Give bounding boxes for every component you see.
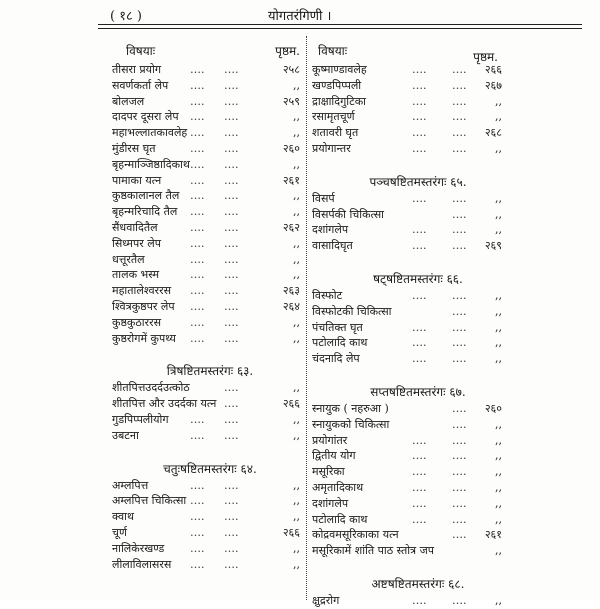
leader-dots: ….	[452, 401, 467, 415]
index-entry	[312, 191, 502, 207]
entry-page-number: २६३	[282, 284, 300, 298]
leader-dots: ….	[224, 510, 239, 524]
leader-dots: ….	[412, 63, 427, 76]
leader-dots: ….	[190, 315, 205, 329]
entry-title: कुष्ठकालानल तैल	[112, 189, 180, 203]
entry-title: मुंडीरस घृत	[112, 141, 156, 155]
entry-page-number: ,,	[495, 480, 502, 494]
leader-dots: ….	[224, 381, 239, 395]
leader-dots: ….	[452, 336, 467, 350]
section-heading: पञ्चषष्टितमस्तरंगः ६५.	[369, 174, 467, 189]
entry-page-number: ,,	[293, 428, 300, 442]
index-entry	[312, 448, 502, 464]
leader-dots: ….	[224, 299, 239, 313]
section-gap	[112, 444, 300, 458]
entry-page-number: ,,	[293, 331, 300, 345]
entry-title: स्नायुक ( नहरुआ )	[312, 401, 389, 415]
entry-page-number: ,,	[495, 223, 502, 237]
index-entry	[312, 496, 502, 512]
leader-dots: ….	[412, 480, 427, 494]
leader-dots: ….	[412, 352, 427, 366]
entry-title: शीतपित्त और उदर्दका यत्न	[112, 397, 217, 411]
leader-dots: ….	[412, 512, 427, 526]
entry-page-number: २६०	[484, 401, 502, 415]
leader-dots: ….	[412, 465, 427, 479]
entry-page-number: ,,	[495, 433, 502, 447]
entry-title: अम्लपित्त	[112, 478, 149, 492]
leader-dots: ….	[190, 205, 205, 219]
leader-dots: ….	[452, 78, 467, 92]
index-entry	[112, 428, 300, 444]
leader-dots: ….	[452, 63, 467, 76]
entry-page-number: ,,	[495, 320, 502, 334]
page-number: ( १८ )	[110, 9, 142, 24]
entry-page-number: २५८	[282, 63, 300, 76]
index-entry	[112, 204, 300, 220]
leader-dots: ….	[224, 126, 239, 140]
index-entry	[112, 557, 300, 573]
entry-page-number: ,,	[495, 207, 502, 221]
entry-title: महाभल्लातकावलेह	[112, 126, 188, 140]
leader-dots: ….	[452, 288, 467, 302]
entry-title: क्षुद्ररोग	[312, 593, 340, 607]
entry-title: कुष्ठकुठाररस	[112, 315, 162, 329]
index-entry	[312, 512, 502, 528]
entry-page-number: ,,	[293, 78, 300, 92]
entry-title: कोद्रवमसूरिकाका यत्न	[312, 528, 399, 542]
leader-dots: ….	[190, 173, 205, 187]
leader-dots: ….	[190, 78, 205, 92]
index-entry	[112, 62, 300, 78]
entry-page-number: ,,	[495, 336, 502, 350]
entry-page-number: ,,	[293, 205, 300, 219]
index-entry	[112, 331, 300, 347]
leader-dots: ….	[190, 284, 205, 298]
entry-page-number: ,,	[293, 110, 300, 124]
leader-dots: ….	[452, 449, 467, 463]
index-entry	[312, 593, 502, 609]
leader-dots: ….	[412, 288, 427, 302]
entry-title: बृहन्माञ्जिष्ठादिकाथ	[112, 157, 190, 171]
entry-page-number: ,,	[293, 510, 300, 524]
entry-title: नालिकेरखण्ड	[112, 541, 165, 555]
index-entry	[312, 207, 502, 223]
leader-dots: ….	[412, 110, 427, 124]
leader-dots: ….	[190, 268, 205, 282]
section-gap	[112, 346, 300, 360]
entry-title: सिध्मपर लेप	[112, 236, 161, 250]
leader-dots: ….	[452, 141, 467, 155]
leader-dots: ….	[190, 478, 205, 492]
entry-title: महातालेश्वररस	[112, 284, 172, 298]
entry-page-number: ,,	[495, 191, 502, 205]
entry-title: चूर्ण	[112, 525, 127, 539]
leader-dots: ….	[190, 63, 205, 76]
index-entry	[112, 94, 300, 110]
leader-dots: ….	[452, 94, 467, 108]
leader-dots: ….	[224, 94, 239, 108]
index-entry	[312, 527, 502, 543]
index-entry	[312, 464, 502, 480]
col-page-label: पृष्ठम.	[275, 44, 300, 58]
entry-page-number: ,,	[495, 496, 502, 510]
leader-dots: ….	[412, 496, 427, 510]
leader-dots: ….	[224, 412, 239, 426]
entry-page-number: ,,	[293, 126, 300, 140]
section-heading: षट्षष्टितमस्तरंगः ६६.	[373, 271, 463, 286]
entry-title: तालक भस्म	[112, 268, 160, 282]
entry-page-number: ,,	[293, 494, 300, 508]
leader-dots: ….	[224, 268, 239, 282]
entry-title: पंचतिक्त घृत	[312, 320, 363, 334]
entry-title: दशांगलेप	[312, 223, 349, 237]
entry-title: दशांगलेप	[312, 496, 349, 510]
leader-dots: ….	[452, 512, 467, 526]
entry-page-number: २६६	[282, 525, 300, 539]
entry-page-number: ,,	[495, 544, 502, 558]
leader-dots: ….	[452, 304, 467, 318]
leader-dots: ….	[224, 315, 239, 329]
leader-dots: ….	[412, 141, 427, 155]
index-entry	[112, 299, 300, 315]
index-entry	[112, 78, 300, 94]
leader-dots: ….	[224, 284, 239, 298]
entry-title: बृहन्मरिचादि तैल	[112, 205, 178, 219]
entry-page-number: २६४	[282, 299, 300, 313]
leader-dots: ….	[412, 191, 427, 205]
entry-page-number: ,,	[495, 352, 502, 366]
leader-dots: ….	[412, 126, 427, 140]
index-entry	[312, 351, 502, 367]
entry-title: विस्फोट	[312, 288, 343, 302]
section-gap	[312, 254, 494, 268]
entry-page-number: ,,	[293, 236, 300, 250]
entry-page-number: २६०	[282, 141, 300, 155]
index-entry	[312, 141, 502, 157]
leader-dots: ….	[190, 412, 205, 426]
leader-dots: ….	[224, 110, 239, 124]
entry-title: क्वाथ	[112, 510, 134, 524]
leader-dots: ….	[190, 157, 205, 171]
entry-page-number: ,,	[293, 412, 300, 426]
entry-title: प्रयोगान्तर	[312, 141, 351, 155]
entry-title: पटोलादि काथ	[312, 512, 368, 526]
entry-title: वासादिघृत	[312, 239, 353, 253]
leader-dots: ….	[452, 496, 467, 510]
section-gap	[312, 559, 494, 573]
leader-dots: ….	[452, 593, 467, 607]
leader-dots: ….	[190, 252, 205, 266]
index-entry	[112, 173, 300, 189]
entry-page-number: २६६	[484, 63, 502, 76]
index-entry	[112, 141, 300, 157]
index-entry	[312, 304, 502, 320]
leader-dots: ….	[452, 480, 467, 494]
entry-page-number: ,,	[293, 252, 300, 266]
entry-title: मसूरिका	[312, 465, 345, 479]
entry-title: विस्फोटकी चिकित्सा	[312, 304, 392, 318]
index-entry	[112, 509, 300, 525]
leader-dots: ….	[224, 557, 239, 571]
leader-dots: ….	[224, 428, 239, 442]
entry-title: पटोलादि काथ	[312, 336, 368, 350]
entry-title: स्नायुकको चिकित्सा	[312, 417, 390, 431]
index-entry	[112, 125, 300, 141]
entry-title: शीतपित्तउदर्दउत्कोठ	[112, 381, 190, 395]
leader-dots: ….	[224, 252, 239, 266]
entry-title: द्राक्षादिगुटिका	[312, 94, 366, 108]
entry-page-number: ,,	[495, 449, 502, 463]
leader-dots: ….	[190, 510, 205, 524]
leader-dots: ….	[190, 331, 205, 345]
leader-dots: ….	[412, 593, 427, 607]
index-entry	[112, 478, 300, 494]
index-entry	[112, 267, 300, 283]
section-heading: चतुःषष्टितमस्तरंगः ६४.	[163, 461, 257, 476]
leader-dots: ….	[190, 541, 205, 555]
entry-title: श्वित्रकुष्ठपर लेप	[112, 299, 175, 313]
entry-title: उबटना	[112, 428, 139, 442]
left-index-column	[112, 38, 300, 572]
index-entry	[312, 480, 502, 496]
leader-dots: ….	[412, 78, 427, 92]
leader-dots: ….	[224, 205, 239, 219]
section-gap	[312, 157, 494, 171]
leader-dots: ….	[190, 525, 205, 539]
column-header	[312, 38, 498, 64]
running-title: योगतरंगिणी ।	[268, 9, 332, 24]
index-entry	[112, 157, 300, 173]
entry-title: प्रयोगांतर	[312, 433, 348, 447]
index-entry	[312, 125, 502, 141]
leader-dots: ….	[224, 397, 239, 411]
index-entry	[112, 541, 300, 557]
entry-title: लीलाविलासरस	[112, 557, 172, 571]
entry-title: शतावरी घृत	[312, 126, 359, 140]
entry-page-number: २६८	[484, 126, 502, 140]
index-entry	[312, 401, 502, 417]
index-entry	[112, 252, 300, 268]
entry-page-number: ,,	[495, 288, 502, 302]
entry-page-number: ,,	[293, 381, 300, 395]
leader-dots: ….	[190, 299, 205, 313]
column-divider	[306, 36, 307, 600]
leader-dots: ….	[412, 433, 427, 447]
entry-page-number: ,,	[495, 593, 502, 607]
col-subject-label: विषयाः	[318, 44, 348, 58]
index-entry	[312, 288, 502, 304]
entry-title: मसूरिकामें शांति पाठ स्तोत्र जप	[312, 544, 435, 558]
leader-dots: ….	[224, 236, 239, 250]
leader-dots: ….	[190, 494, 205, 508]
leader-dots: ….	[190, 428, 205, 442]
leader-dots: ….	[224, 525, 239, 539]
entry-page-number: २५९	[282, 94, 300, 108]
entry-page-number: ,,	[495, 110, 502, 124]
index-entry	[112, 493, 300, 509]
leader-dots: ….	[452, 126, 467, 140]
entry-page-number: ,,	[495, 417, 502, 431]
header-rule-thin	[98, 28, 582, 29]
leader-dots: ….	[452, 239, 467, 253]
entry-page-number: ,,	[293, 541, 300, 555]
entry-title: विसर्पकी चिकित्सा	[312, 207, 385, 221]
leader-dots: ….	[412, 320, 427, 334]
entry-page-number: ,,	[495, 465, 502, 479]
section-heading: त्रिषष्टितमस्तरंगः ६३.	[166, 364, 254, 379]
entry-title: विसर्प	[312, 191, 335, 205]
entry-title: द्वितीय योग	[312, 449, 356, 463]
section-gap	[312, 367, 494, 381]
leader-dots: ….	[224, 494, 239, 508]
index-entry	[312, 433, 502, 449]
entry-title: कूष्माण्डावलेह	[312, 63, 367, 76]
leader-dots: ….	[190, 220, 205, 234]
page-header	[98, 4, 582, 24]
entry-title: अम्लपित्त चिकित्सा	[112, 494, 187, 508]
leader-dots: ….	[452, 320, 467, 334]
leader-dots: ….	[190, 236, 205, 250]
entry-page-number: ,,	[293, 157, 300, 171]
index-entry	[112, 188, 300, 204]
entry-title: बोलजल	[112, 94, 145, 108]
leader-dots: ….	[412, 94, 427, 108]
leader-dots: ….	[224, 541, 239, 555]
leader-dots: ….	[452, 433, 467, 447]
entry-page-number: ,,	[495, 94, 502, 108]
leader-dots: ….	[224, 141, 239, 155]
index-entry	[312, 335, 502, 351]
entry-page-number: ,,	[293, 189, 300, 203]
index-entry	[312, 222, 502, 238]
leader-dots: ….	[412, 223, 427, 237]
entry-title: अमृतादिकाथ	[312, 480, 364, 494]
index-entry	[112, 220, 300, 236]
leader-dots: ….	[452, 223, 467, 237]
entry-title: सवर्णकर्ता लेप	[112, 78, 169, 92]
header-rule	[98, 24, 582, 25]
section-heading: सप्तषष्टितमस्तरंगः ६७.	[370, 384, 466, 399]
entry-title: धत्तूरतैल	[112, 252, 145, 266]
leader-dots: ….	[190, 110, 205, 124]
index-entry	[312, 94, 502, 110]
entry-title: चंदनादि लेप	[312, 352, 360, 366]
entry-page-number: ,,	[495, 512, 502, 526]
entry-page-number: ,,	[293, 315, 300, 329]
leader-dots: ….	[224, 331, 239, 345]
leader-dots: ….	[190, 141, 205, 155]
leader-dots: ….	[224, 173, 239, 187]
col-subject-label: विषयाः	[126, 44, 156, 58]
leader-dots: ….	[452, 207, 467, 221]
index-entry	[312, 320, 502, 336]
entry-title: तीसरा प्रयोग	[112, 63, 162, 76]
entry-page-number: ,,	[293, 557, 300, 571]
leader-dots: ….	[412, 449, 427, 463]
index-entry	[312, 78, 502, 94]
leader-dots: ….	[452, 528, 467, 542]
leader-dots: ….	[452, 110, 467, 124]
leader-dots: ….	[190, 557, 205, 571]
index-entry	[112, 236, 300, 252]
index-entry	[312, 238, 502, 254]
leader-dots: ….	[452, 417, 467, 431]
leader-dots: ….	[452, 191, 467, 205]
index-entry	[112, 315, 300, 331]
entry-page-number: २६७	[484, 78, 502, 92]
index-entry	[312, 62, 502, 78]
entry-page-number: ,,	[495, 304, 502, 318]
index-entry	[112, 412, 300, 428]
leader-dots: ….	[224, 78, 239, 92]
entry-title: गुडपिप्पलीयोग	[112, 412, 169, 426]
leader-dots: ….	[224, 189, 239, 203]
index-entry	[112, 380, 300, 396]
index-entry	[312, 417, 502, 433]
entry-page-number: २६६	[282, 397, 300, 411]
index-entry	[312, 543, 502, 559]
leader-dots: ….	[452, 352, 467, 366]
right-index-column	[312, 38, 502, 609]
index-entry	[112, 396, 300, 412]
col-page-label: पृष्ठम.	[473, 50, 498, 64]
index-entry	[312, 109, 502, 125]
entry-title: सैंधवादितैल	[112, 220, 158, 234]
leader-dots: ….	[452, 465, 467, 479]
entry-page-number: २६२	[282, 220, 300, 234]
leader-dots: ….	[224, 220, 239, 234]
leader-dots: ….	[412, 336, 427, 350]
index-entry	[112, 525, 300, 541]
entry-title: खण्डपिप्पली	[312, 78, 362, 92]
leader-dots: ….	[224, 478, 239, 492]
entry-page-number: २६१	[282, 173, 300, 187]
leader-dots: ….	[190, 189, 205, 203]
leader-dots: ….	[412, 239, 427, 253]
entry-page-number: २६९	[484, 239, 502, 253]
leader-dots: ….	[190, 126, 205, 140]
leader-dots: ….	[224, 157, 239, 171]
column-header	[112, 38, 300, 62]
entry-page-number: ,,	[495, 141, 502, 155]
index-entry	[112, 283, 300, 299]
section-heading: अष्टषष्टितमस्तरंगः ६८.	[371, 576, 465, 591]
leader-dots: ….	[224, 63, 239, 76]
entry-title: रसामृतचूर्ण	[312, 110, 355, 124]
entry-title: दादपर दूसरा लेप	[112, 110, 179, 124]
entry-title: कुष्ठरोगमें कुपथ्य	[112, 331, 176, 345]
entry-page-number: २६१	[484, 528, 502, 542]
leader-dots: ….	[190, 94, 205, 108]
entry-page-number: ,,	[293, 478, 300, 492]
index-entry	[112, 109, 300, 125]
entry-page-number: ,,	[293, 268, 300, 282]
entry-title: पामाका यत्न	[112, 173, 162, 187]
